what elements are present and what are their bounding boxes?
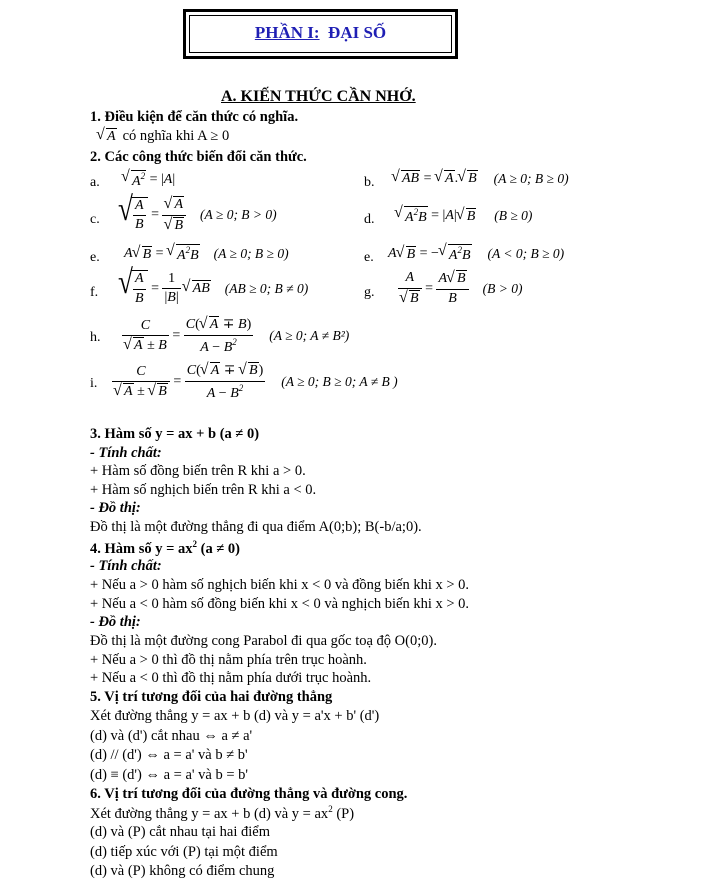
- s5-line-1: Xét đường thẳng y = ax + b (d) và y = a'x + b' (d'): [90, 708, 380, 724]
- formula-e2-condition: (A < 0; B ≥ 0): [487, 246, 565, 262]
- formula-b-condition: (A ≥ 0; B ≥ 0): [493, 170, 569, 186]
- formula-h-label: h.: [90, 330, 101, 345]
- s3-heading: 3. Hàm số y = ax + b (a ≠ 0): [90, 426, 260, 442]
- s5-line-4: (d) ≡ (d') ⇔ a = a' và b = b': [90, 767, 248, 783]
- page-title: [186, 23, 455, 43]
- s2-heading: 2. Các công thức biến đổi căn thức.: [90, 149, 307, 165]
- formula-g: A √ B = $\frac{A√ B}{B}$ (B > 0): [398, 270, 522, 308]
- title-part: PHẦN I:: [254, 23, 320, 42]
- formula-h-condition: (A ≥ 0; A ≠ B²): [269, 328, 350, 344]
- s1-heading: 1. Điều kiện để căn thức có nghĩa.: [90, 109, 299, 125]
- formula-e1: A √ B = √ $A^2B$ (A ≥ 0; B ≥ 0): [124, 244, 289, 264]
- formula-i-label: i.: [90, 376, 98, 391]
- s3-property-label: - Tính chất:: [90, 445, 162, 461]
- formula-a: √ $A^2$ = | A |: [122, 170, 175, 190]
- formula-c-label: c.: [90, 212, 100, 227]
- s3-graph-1: Đồ thị là một đường thẳng đi qua điểm A(0;b); B(-b/a;0).: [90, 519, 422, 535]
- s4-property-label: - Tính chất:: [90, 558, 162, 574]
- formula-b-label: b.: [364, 175, 375, 190]
- formula-d-condition: (B ≥ 0): [494, 208, 533, 224]
- formula-f: √ $\frac{A}{B}$ = $\frac{1}{|B|}$ √ AB (AB ≥ 0; B ≠ 0): [120, 270, 308, 308]
- s4-graph-1: Đồ thị là một đường cong Parabol đi qua gốc toạ độ O(0;0).: [90, 633, 437, 649]
- s1-radical: √ A: [97, 128, 117, 145]
- s4-graph-label: - Đồ thị:: [90, 614, 141, 630]
- formula-d-label: d.: [364, 212, 375, 227]
- formula-d: √ $A^2B$ = | A | √ B (B ≥ 0): [395, 206, 532, 226]
- s3-property-1: + Hàm số đồng biến trên R khi a > 0.: [90, 463, 306, 479]
- formula-g-condition: (B > 0): [482, 280, 523, 296]
- formula-e2: A √ B = − √ $A^2B$ (A < 0; B ≥ 0): [388, 244, 564, 264]
- s4-property-1: + Nếu a > 0 hàm số nghịch biến khi x < 0 và đồng biến khi x > 0.: [90, 577, 470, 593]
- s5-line-2: (d) và (d') cắt nhau ⇔ a ≠ a': [90, 728, 253, 744]
- s4-graph-2: + Nếu a > 0 thì đồ thị nằm phía trên trục hoành.: [90, 652, 367, 668]
- s5-line-3: (d) // (d') ⇔ a = a' và b ≠ b': [90, 747, 248, 763]
- formula-e2-label: e.: [364, 250, 374, 265]
- s6-heading: 6. Vị trí tương đối của đường thẳng và đường cong.: [90, 786, 408, 802]
- formula-f-label: f.: [90, 285, 99, 300]
- formula-g-label: g.: [364, 285, 375, 300]
- s5-heading: 5. Vị trí tương đối của hai đường thẳng: [90, 689, 333, 705]
- s4-graph-3: + Nếu a < 0 thì đồ thị nằm phía dưới trục hoành.: [90, 670, 372, 686]
- formula-i-condition: (A ≥ 0; B ≥ 0; A ≠ B ): [281, 374, 398, 390]
- formula-e1-label: e.: [90, 250, 100, 265]
- s4-heading: 4. Hàm số $y = ax^2$ (a ≠ 0): [90, 539, 241, 557]
- s6-line-2: (d) và (P) cắt nhau tại hai điểm: [90, 824, 270, 840]
- formula-e1-condition: (A ≥ 0; B ≥ 0): [213, 246, 289, 262]
- title-topic: ĐẠI SỐ: [328, 23, 387, 42]
- s6-line-4: (d) và (P) không có điểm chung: [90, 863, 275, 879]
- formula-b: √ AB = √ A . √ B (A ≥ 0; B ≥ 0): [392, 170, 569, 187]
- s3-graph-label: - Đồ thị:: [90, 500, 141, 516]
- section-a-heading: A. KIẾN THỨC CẦN NHỚ.: [221, 88, 416, 105]
- formula-f-condition: (AB ≥ 0; B ≠ 0): [224, 280, 309, 296]
- formula-h: C √ A ± B = $\frac{C(√ A \mp B)}{A - B^2}$ (A ≥ 0; A ≠ B²): [122, 316, 349, 357]
- s4-property-2: + Nếu a < 0 hàm số đồng biến khi x < 0 và nghịch biến khi x > 0.: [90, 596, 470, 612]
- formula-c: √ $\frac{A}{B}$ = √ A √ B (A ≥ 0; B > 0): [120, 196, 277, 235]
- s6-line-3: (d) tiếp xúc với (P) tại một điểm: [90, 844, 278, 860]
- s1-condition: có nghĩa khi A ≥ 0: [122, 128, 230, 145]
- formula-c-condition: (A ≥ 0; B > 0): [200, 207, 277, 223]
- s6-line-1: Xét đường thẳng y = ax + b (d) và $y = ax^2$ (P): [90, 804, 355, 822]
- title-box: [183, 9, 458, 59]
- formula-a-label: a.: [90, 175, 100, 190]
- formula-i: C √ A ± √ B = $\frac{C(√ A \mp √ B)}{A - B^2}$ (A ≥ 0; B ≥ 0; A ≠ B ): [112, 362, 398, 403]
- s1-formula: [97, 128, 229, 145]
- s3-property-2: + Hàm số nghịch biến trên R khi a < 0.: [90, 482, 317, 498]
